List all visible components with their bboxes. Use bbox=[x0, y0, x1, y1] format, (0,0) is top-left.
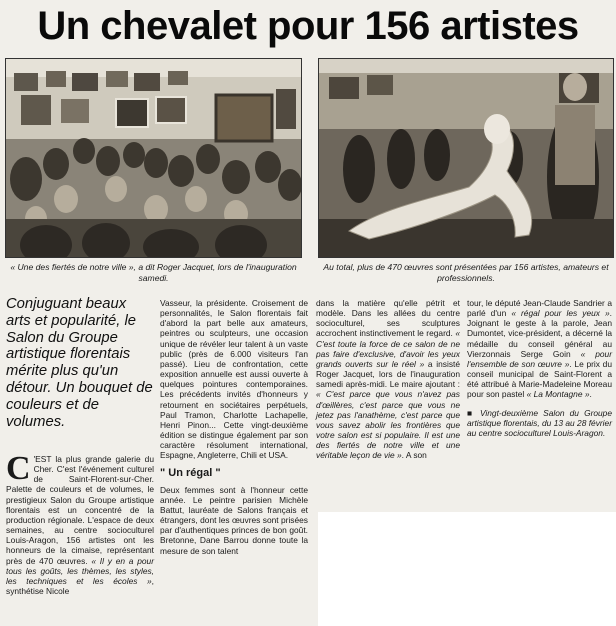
col2-text-2: Deux femmes sont à l'honneur cette année. Le peintre parisien Michèle Battut, lauréate de Salons français et étrangers, dont les œuvres sont prisées par d'authentiques princes de bon goût. Bretonne, Dane Barrou donne toute la mesure de son talent bbox=[160, 484, 308, 556]
photo-crowd-image bbox=[6, 59, 301, 257]
col2-text-1: Vasseur, la présidente. Croisement de personnalités, le Salon florentais fait d'abord la part belle aux amateurs, peintres ou sculpteurs, une occasion unique de révéler leur talent à un vaste public (près de 6.000 visiteurs l'an passé). Lieu de confrontation, cette exposition annuelle est aussi ouverte à quelques pointures contemporaines. Les précédents invités d'honneurs y retournent en sociétaires perpétuels, Paul Tramon, Charlotte Lachapelle, Henri Pinon... Cette vingt-deuxième édition se distingue également par son caractère résolument international, Espagne, Angleterre, Chili et USA. bbox=[160, 298, 308, 461]
col1-text-2: , synthétise Nicole bbox=[6, 575, 154, 597]
photo-sculpture-image bbox=[319, 59, 613, 257]
photo-sculpture bbox=[318, 58, 614, 258]
headline: Un chevalet pour 156 artistes bbox=[37, 4, 579, 48]
col1-quote: « Il y en a pour tous les goûts, les thèmes, les styles, les techniques et les écoles » bbox=[6, 555, 154, 586]
subhead-un-regal: " Un régal " bbox=[160, 466, 221, 479]
col3-text-3: . A son bbox=[401, 450, 427, 461]
col4-quote-2: « pour l'ensemble de son œuvre » bbox=[467, 348, 612, 369]
article-column-1 bbox=[6, 450, 154, 597]
drop-cap: C bbox=[6, 450, 31, 487]
col3-text-2: a insisté Roger Jacquet, lors de l'inauguration samedi après-midi. Le maire ajoutant : bbox=[316, 358, 460, 390]
article-column-3 bbox=[316, 298, 460, 461]
article-column-3-text bbox=[316, 298, 460, 461]
photo-crowd-caption: « Une des fiertés de notre ville », a dit Roger Jacquet, lors de l'inauguration samedi. bbox=[10, 262, 297, 283]
article-column-2 bbox=[160, 298, 308, 556]
col4-text-1: tour, le député Jean-Claude Sandrier a parlé d'un bbox=[467, 298, 612, 319]
article-column-4-text bbox=[467, 298, 612, 400]
col1-text-1: 'EST la plus grande galerie du Cher. C'est l'événement culturel de Saint-Florent-sur-Cher. Palette de couleurs et de volumes, le prestigieux Salon du Groupe artistique florentais est un concentré de la production régionale. L'espace de deux semaines, au centre socioculturel Louis-Aragon, 156 artistes ont les honneurs de la cimaise, représentant près de 470 œuvres. bbox=[6, 454, 154, 566]
col3-quote-2: « C'est parce que vous n'avez pas d'œillères, c'est parce que vous ne jetez pas l'anathème, c'est parce que vous savez abolir les frontières que votre salon est si populaire. Il est une des fiertés de notre ville et une véritable leçon de vie » bbox=[316, 389, 460, 461]
col3-quote-1: « C'est toute la force de ce salon de ne pas faire d'exclusive, d'avoir les yeux grands ouverts sur le réel » bbox=[316, 328, 460, 369]
photo-crowd bbox=[5, 58, 302, 258]
photo-sculpture-caption: Au total, plus de 470 œuvres sont présentées par 156 artistes, amateurs et professionnels. bbox=[323, 262, 609, 283]
event-note: ■ Vingt-deuxième Salon du Groupe artistique florentais, du 13 au 28 février au centre socioculturel Louis-Aragon. bbox=[467, 407, 612, 438]
col3-text-1: dans la matière qu'elle pétrit et modèle. Dans les allées du centre socioculturel, ses sculptures accrochent instinctivement le regard. bbox=[316, 298, 460, 339]
article-column-1-text bbox=[6, 450, 154, 597]
col4-quote-1: « régal pour les yeux » bbox=[511, 308, 610, 319]
col4-text-3: . Le prix du conseil municipal de Saint-Florent a été attribué à Marie-Madeleine Moreau pour son pastel bbox=[467, 358, 612, 400]
article-column-4 bbox=[467, 298, 612, 438]
col4-text-2: . Joignant le geste à la parole, Jean Dumontet, vice-président, a décerné la médaille du conseil général au Vierzonnais Serge Goin bbox=[467, 308, 612, 359]
col4-text-4: . bbox=[589, 389, 592, 400]
blank-margin bbox=[318, 512, 616, 626]
article-lead: Conjuguant beaux arts et popularité, le Salon du Groupe artistique florentais mérite plus qu'un détour. Un bouquet de couleurs et de volumes. bbox=[6, 296, 153, 430]
col4-quote-3: « La Montagne » bbox=[526, 389, 590, 400]
